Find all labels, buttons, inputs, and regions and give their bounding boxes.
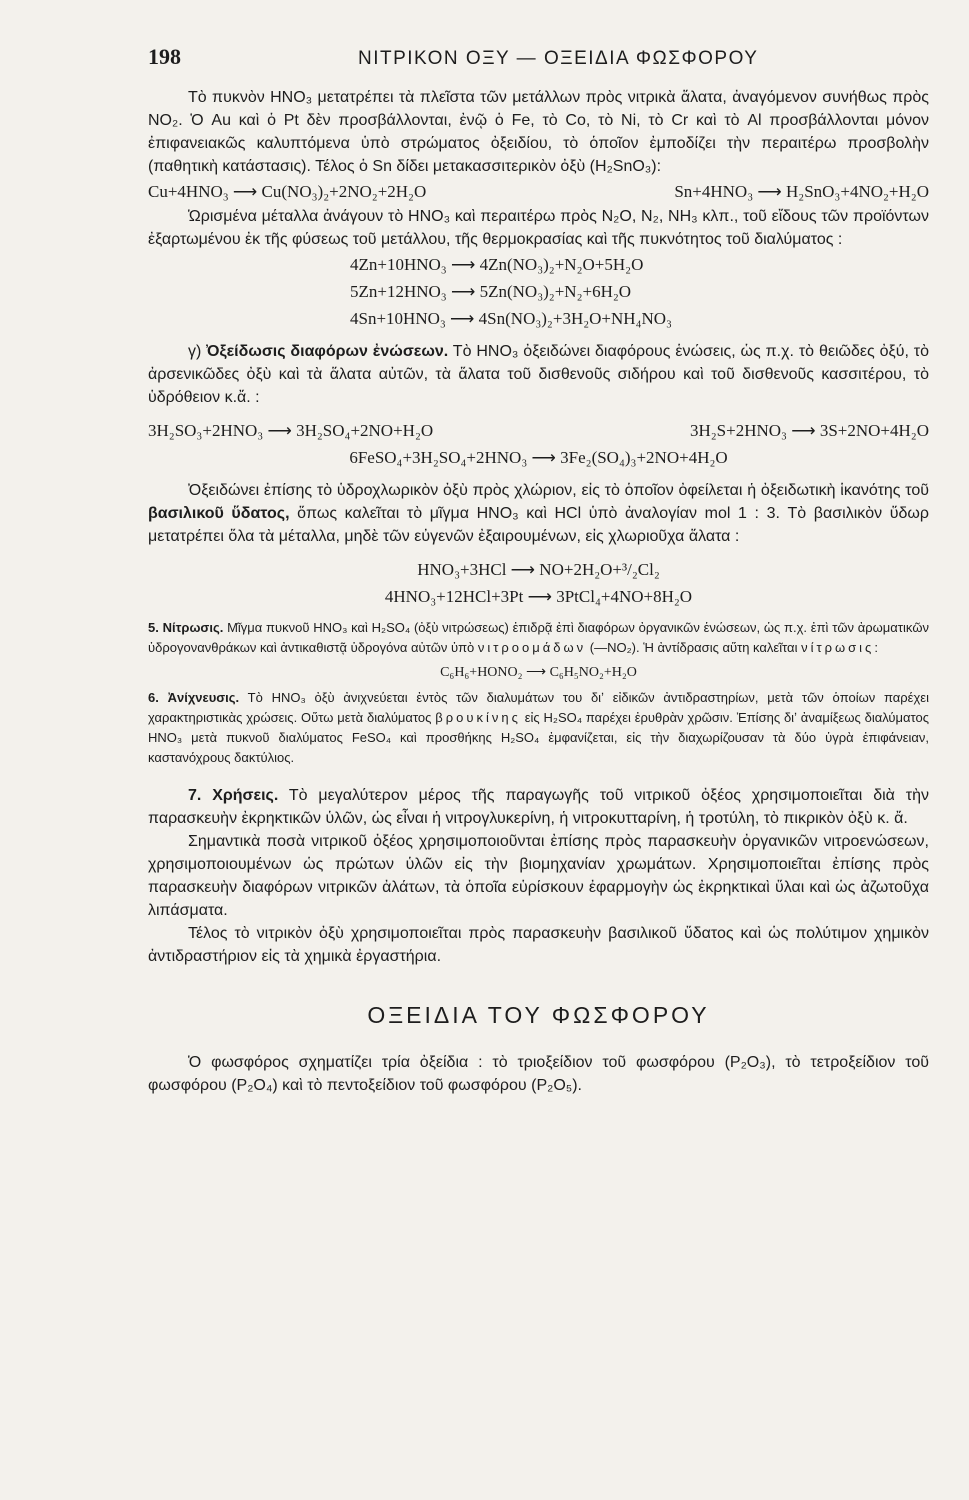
intro-paragraph: Τὸ πυκνὸν HNO₃ μετατρέπει τὰ πλεῖστα τῶν μετάλλων πρὸς νιτρικὰ ἅλατα, ἀναγόμενον συνήθως πρὸς NO₂. Ὁ Au καὶ ὁ Pt δὲν προσβάλλονται, ἐνῷ ὁ Fe, τὸ Co, τὸ Ni, τὸ Cr καὶ τὸ Al προσβάλλονται μόνον ἐπιφανειακῶς καλυπτόμενα ὑπὸ στρώματος ὀξειδίου, τὸ ὁποῖον ἐμποδίζει τὴν περαιτέρω προσβολὴν (παθητικὴ κατάστασις). Τέλος ὁ Sn δίδει μετακασσιτερικὸν ὀξὺ (H₂SnO₃): xyxy=(148,89,929,175)
aqua-regia-text-b: ὅπως καλεῖται τὸ μῖγμα HNO₃ καὶ HCl ὑπὸ ἀναλογίαν mol 1 : 3. Τὸ βασιλικὸν ὕδωρ μετατρέπει ὅλα τὰ μέταλλα, μηδὲ τῶν εὐγενῶν ἐξαιρουμένων, εἰς χλωριοῦχα ἅλατα : xyxy=(148,505,930,545)
nitration-text-c: : xyxy=(874,640,878,655)
detection-heading: Ἀνίχνευσις. xyxy=(167,690,240,705)
equation-sn-2: 4Sn+10HNO₃ ⟶ 4Sn(NO₃)₂+3H₂O+NH₄NO₃ xyxy=(350,309,672,328)
equation-hcl: HNO₃+3HCl ⟶ NO+2H₂O+³/₂Cl₂ xyxy=(417,560,660,579)
nitration-paragraph xyxy=(148,618,929,658)
equation-pt: 4HNO₃+12HCl+3Pt ⟶ 3PtCl₄+4NO+8H₂O xyxy=(384,587,693,606)
aqua-regia-paragraph xyxy=(148,479,929,548)
nitration-text-a: Μῖγμα πυκνοῦ HNO₃ καὶ H₂SO₄ (ὀξὺ νιτρώσεως) ἐπιδρᾷ ἐπὶ διαφόρων ὀργανικῶν ἑνώσεων, ὡς π.χ. ἐπὶ τῶν ἀρωματικῶν ὑδρογονανθράκων καὶ ἀντικαθιστᾷ ὑδρογόνα αὐτῶν ὑπὸ xyxy=(148,620,929,655)
detection-paragraph xyxy=(148,688,929,768)
equation-sn: Sn+4HNO₃ ⟶ H₂SnO₃+4NO₂+H₂O xyxy=(674,182,929,201)
oxidation-paragraph xyxy=(148,340,929,409)
equation-cu: Cu+4HNO₃ ⟶ Cu(NO₃)₂+2NO₂+2H₂O xyxy=(148,182,427,201)
page-header xyxy=(148,44,929,78)
uses-heading: Χρήσεις. xyxy=(212,787,279,804)
reduction-equations xyxy=(148,251,929,332)
equation-benzene: C₆H₆+HONO₂ ⟶ C₆H₅NO₂+H₂O xyxy=(440,665,637,680)
equation-feso4: 6FeSO₄+3H₂SO₄+2HNO₃ ⟶ 3Fe₂(SO₄)₃+2NO+4H₂O xyxy=(349,448,728,467)
equation-sulfurous: 3H₂SO₃+2HNO₃ ⟶ 3H₂SO₄+2NO+H₂O xyxy=(148,421,434,440)
aqua-regia-text-a: Ὀξειδώνει ἐπίσης τὸ ὑδροχλωρικὸν ὀξὺ πρὸς χλώριον, εἰς τὸ ὁποῖον ὀφείλεται ἡ ὀξειδωτικὴ ἱκανότης τοῦ xyxy=(188,482,929,499)
detection-text-a: Τὸ HNO₃ ὀξὺ ἀνιχνεύεται ἐντὸς τῶν διαλυμάτων του διʼ εἰδικῶν ἀντιδραστηρίων, μετὰ τῶν ὁποίων παρέχει χαρακτηριστικὰς χρώσεις. Οὕτω μετὰ διαλύματος xyxy=(148,690,929,725)
equation-row-1 xyxy=(148,178,929,205)
oxidation-text: Τὸ HNO₃ ὀξειδώνει διαφόρους ἑνώσεις, ὡς π.χ. τὸ θειῶδες ὀξύ, τὸ ἀρσενικῶδες ὀξὺ καὶ τὰ ἅλατα αὐτῶν, τὰ ἅλατα τοῦ δισθενοῦς σιδήρου καὶ τοῦ δισθενοῦς κασσιτέρου, τὸ ὑδρόθειον κ.ἄ. : xyxy=(148,343,930,406)
running-title: ΝΙΤΡΙΚΟΝ ΟΞΥ — ΟΞΕΙΔΙΑ ΦΩΣΦΟΡΟΥ xyxy=(358,48,759,69)
oxidation-label: γ) xyxy=(188,343,207,360)
oxidation-heading: Ὀξείδωσις διαφόρων ἐνώσεων. xyxy=(206,343,449,360)
small-print-section xyxy=(148,618,929,768)
aqua-regia-term: βασιλικοῦ ὕδατος, xyxy=(148,505,290,522)
uses-number: 7. xyxy=(188,787,213,804)
nitration-text-b: (—NO₂). Ἡ ἀντίδρασις αὕτη καλεῖται xyxy=(586,640,802,655)
uses-paragraph xyxy=(148,784,929,830)
uses-paragraph-3: Τέλος τὸ νιτρικὸν ὀξὺ χρησιμοποιεῖται πρὸς παρασκευὴν βασιλικοῦ ὕδατος καὶ ὡς πολύτιμον χημικὸν ἀντιδραστήριον εἰς τὰ χημικὰ ἐργαστήρια. xyxy=(148,925,929,965)
page-number: 198 xyxy=(148,44,181,69)
equation-zn-1: 4Zn+10HNO₃ ⟶ 4Zn(NO₃)₂+N₂O+5H₂O xyxy=(350,255,644,274)
nitration-term-b: νίτρωσις xyxy=(801,640,875,655)
detection-number: 6. xyxy=(148,690,168,705)
equation-row-2 xyxy=(148,417,929,444)
section-title: ΟΞΕΙΔΙΑ ΤΟΥ ΦΩΣΦΟΡΟΥ xyxy=(367,1002,710,1028)
nitration-number: 5. xyxy=(148,620,163,635)
reduction-paragraph: Ὡρισμένα μέταλλα ἀνάγουν τὸ HNO₃ καὶ περαιτέρω πρὸς N₂O, N₂, NH₃ κλπ., τοῦ εἴδους τῶν προϊόντων ἐξαρτωμένου ἐκ τῆς φύσεως τοῦ μετάλλου, τῆς θερμοκρασίας καὶ τῆς πυκνότητος τοῦ διαλύματος : xyxy=(148,208,929,248)
uses-paragraph-2: Σημαντικὰ ποσὰ νιτρικοῦ ὀξέος χρησιμοποιοῦνται ἐπίσης πρὸς παρασκευὴν ὀργανικῶν νιτροενώσεων, χρησιμοποιουμένων ὡς πρώτων ὑλῶν εἰς τὴν βιομηχανίαν χρωμάτων. Χρησιμοποιεῖται ἐπίσης πρὸς παρασκευὴν διαφόρων νιτρικῶν ἀλάτων, τὰ ὁποῖα εὑρίσκουν ἐφαρμογὴν ὡς ἐκρηκτικαὶ ὕλαι καὶ ὡς ἀζωτοῦχα λιπάσματα. xyxy=(148,833,929,919)
detection-term: βρουκίνης xyxy=(435,710,521,725)
uses-text: Τὸ μεγαλύτερον μέρος τῆς παραγωγῆς τοῦ νιτρικοῦ ὀξέος χρησιμοποιεῖται διὰ τὴν παρασκευὴν ἐκρηκτικῶν ὑλῶν, ὡς εἶναι ἡ νιτρογλυκερίνη, ἡ νιτροκυτταρίνη, ἡ τροτύλη, τὸ πικρικὸν ὀξὺ κ. ἄ. xyxy=(148,787,929,827)
nitration-heading: Νίτρωσις. xyxy=(162,620,224,635)
equation-h2s: 3H₂S+2HNO₃ ⟶ 3S+2NO+4H₂O xyxy=(689,421,929,440)
equation-zn-2: 5Zn+12HNO₃ ⟶ 5Zn(NO₃)₂+N₂+6H₂O xyxy=(350,282,632,301)
phosphorus-paragraph: Ὁ φωσφόρος σχηματίζει τρία ὀξείδια : τὸ τριοξείδιον τοῦ φωσφόρου (P₂O₃), τὸ τετροξείδιον τοῦ φωσφόρου (P₂O₄) καὶ τὸ πεντοξείδιον τοῦ φωσφόρου (P₂O₅). xyxy=(148,1054,929,1094)
nitration-term-a: νιτροομάδων xyxy=(477,640,587,655)
detection-text-b: εἰς H₂SO₄ παρέχει ἐρυθρὰν χρῶσιν. Ἐπίσης διʼ ἀναμίξεως διαλύματος HNO₃ μετὰ πυκνοῦ διαλύματος FeSO₄ καὶ προσθήκης H₂SO₄ ἐμφανίζεται, εἰς τὴν διαχωρίζουσαν τὰ δύο ὑγρὰ ἐπιφάνειαν, καστανόχρους δακτύλιος. xyxy=(148,710,929,765)
